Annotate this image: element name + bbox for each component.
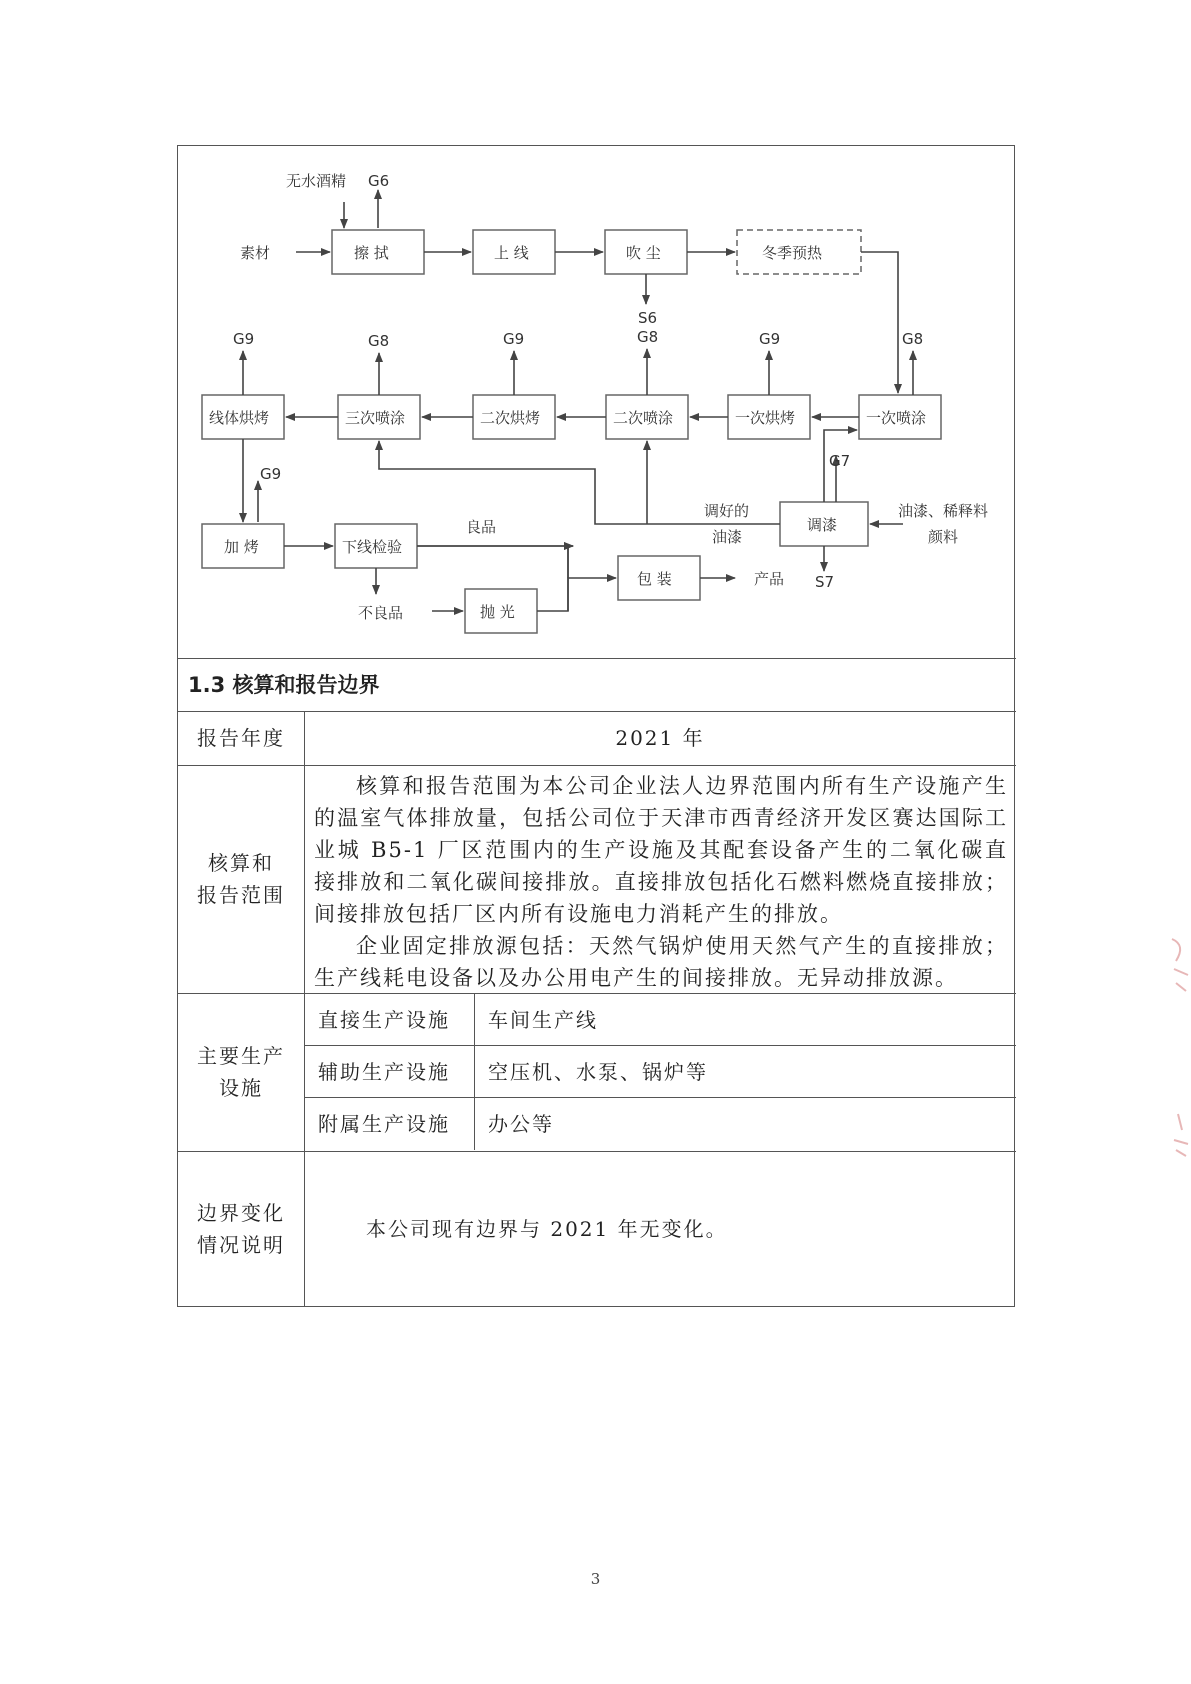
mixed-paint-label-2: 油漆 [712, 528, 743, 546]
g9-label-2: G9 [503, 330, 525, 348]
document-frame [177, 145, 1015, 1307]
facilities-label-line-2: 设施 [219, 1076, 263, 1100]
paintmix-text: 调漆 [807, 516, 838, 534]
g8-label-2: G8 [637, 328, 659, 346]
facilities-list [304, 994, 1016, 1150]
facility-row [304, 994, 1016, 1046]
spray1-text: 一次喷涂 [866, 409, 927, 427]
pack-text: 包 装 [637, 570, 672, 588]
report-year-row [178, 712, 1016, 766]
boundary-row [178, 1152, 1016, 1306]
g9-label-1: G9 [233, 330, 255, 348]
boundary-label [178, 1152, 304, 1306]
wipe-text: 擦 拭 [354, 244, 389, 262]
facility-type: 直接生产设施 [318, 1008, 450, 1032]
online-text: 上 线 [494, 244, 529, 262]
preheat-text: 冬季预热 [762, 244, 823, 262]
product-label: 产品 [754, 570, 785, 588]
facility-row [304, 1046, 1016, 1098]
spray3-text: 三次喷涂 [345, 409, 406, 427]
boundary-label-line-2: 情况说明 [197, 1233, 285, 1257]
facility-value: 办公等 [488, 1112, 554, 1136]
facility-type: 辅助生产设施 [318, 1060, 450, 1084]
report-year-value: 2021 年 [615, 726, 705, 750]
bake1-text: 一次烘烤 [735, 409, 796, 427]
addbake-text: 加 烤 [224, 538, 259, 556]
scope-label-line-1: 核算和 [208, 851, 274, 875]
dust-text: 吹 尘 [626, 244, 661, 262]
facility-row [304, 1098, 1016, 1150]
scope-text [304, 766, 1016, 994]
g6-label: G6 [368, 172, 390, 190]
scope-label [178, 766, 304, 992]
bake2-text: 二次烘烤 [480, 409, 541, 427]
s7-label: S7 [815, 573, 835, 591]
page-number: 3 [590, 1570, 601, 1588]
section-title: 1.3 核算和报告边界 [188, 673, 380, 697]
s6-label: S6 [638, 309, 658, 327]
boundary-value: 本公司现有边界与 2021 年无变化。 [366, 1217, 728, 1241]
section-title-row [178, 658, 1016, 712]
seal-fragment-2 [1168, 1110, 1191, 1166]
spray2-text: 二次喷涂 [613, 409, 674, 427]
scope-row [178, 766, 1016, 994]
facilities-label [178, 994, 304, 1150]
g9-label-4: G9 [260, 465, 282, 483]
inspect-text: 下线检验 [342, 538, 403, 556]
polish-text: 抛 光 [480, 603, 515, 621]
g8-label-3: G8 [902, 330, 924, 348]
g9-label-3: G9 [759, 330, 781, 348]
facilities-row [178, 994, 1016, 1152]
anhydrous-label: 无水酒精 [286, 172, 347, 190]
paint-input-label-1: 油漆、稀释料 [898, 502, 989, 520]
seal-fragment [1168, 935, 1191, 1001]
sucai-label: 素材 [240, 244, 271, 262]
mixed-paint-label-1: 调好的 [704, 502, 750, 520]
g8-label-1: G8 [368, 332, 390, 350]
scope-paragraph-2: 企业固定排放源包括：天然气锅炉使用天然气产生的直接排放；生产线耗电设备以及办公用电产生的间接排放。无异动排放源。 [314, 934, 1008, 990]
linebake-text: 线体烘烤 [209, 409, 270, 427]
scope-paragraph-1: 核算和报告范围为本公司企业法人边界范围内所有生产设施产生的温室气体排放量，包括公司位于天津市西青经济开发区赛达国际工业城 B5-1 厂区范围内的生产设施及其配套设备产生的二氧化碳直接排放和二氧化碳间接排放。直接排放包括化石燃料燃烧直接排放；间接排放包括厂区内所有设施电力消耗产生的排放。 [314, 774, 1008, 926]
flow-svg [178, 146, 1016, 658]
boundary-label-line-1: 边界变化 [197, 1201, 285, 1225]
facility-value: 车间生产线 [488, 1008, 598, 1032]
facility-type: 附属生产设施 [318, 1112, 450, 1136]
paint-input-label-2: 颜料 [928, 528, 959, 546]
g7-label: G7 [829, 452, 851, 470]
defect-label: 不良品 [358, 604, 404, 622]
facilities-label-line-1: 主要生产 [197, 1044, 285, 1068]
facility-value: 空压机、水泵、锅炉等 [488, 1060, 708, 1084]
good-label: 良品 [466, 518, 497, 536]
scope-label-line-2: 报告范围 [197, 883, 285, 907]
process-flow-diagram [178, 146, 1016, 659]
report-year-label: 报告年度 [197, 726, 285, 750]
